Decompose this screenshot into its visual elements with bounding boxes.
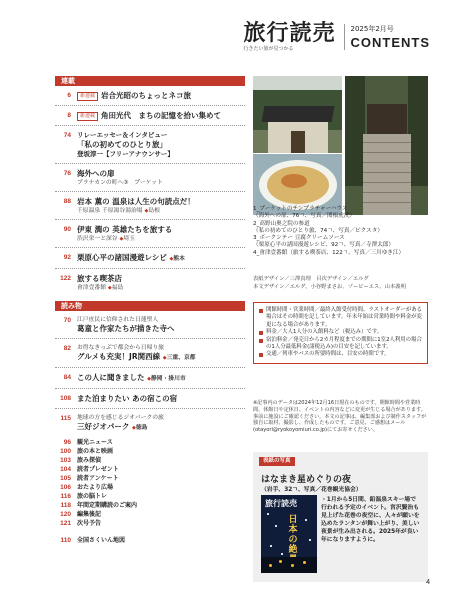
page-number: 76 <box>63 170 71 177</box>
list-item[interactable] <box>55 536 245 545</box>
item-title: 年間定期購読のご案内 <box>77 502 138 509</box>
entry-place: 埼玉 <box>123 236 135 242</box>
toc-entry[interactable] <box>55 316 245 334</box>
entry-title: 海外への扉 <box>77 169 115 178</box>
caption-line: 4_會津壹番館（旅する喫茶店、122ㄱ、写真／三川ゆき江） <box>253 249 405 256</box>
list-item[interactable] <box>55 492 245 501</box>
toc-entry[interactable] <box>55 344 245 363</box>
page-number: 121 <box>60 520 71 527</box>
entry-title: 「私の初めてのひとり旅」 <box>77 140 167 149</box>
page-number: 120 <box>60 511 71 518</box>
page-number: 118 <box>60 502 71 509</box>
photo-captions <box>253 206 428 257</box>
page-number: 6 <box>67 92 71 99</box>
location-marker-icon: ◆ <box>147 376 151 382</box>
page-number: 84 <box>63 374 71 381</box>
divider <box>55 268 245 269</box>
location-marker-icon: ◆ <box>162 355 167 361</box>
page-number: 100 <box>60 448 71 455</box>
divider <box>55 125 245 126</box>
design-credits <box>253 276 428 291</box>
toc-entry[interactable] <box>55 197 245 215</box>
page-number: 74 <box>63 132 71 139</box>
info-item: 宿泊料金／発売日から2カ月程度までの期間に1室2人利用の場合の1人分最低料金(諸税込み)の目安を記しています。 <box>259 337 422 352</box>
info-box <box>253 302 428 364</box>
entry-title: この人に聞きました <box>77 373 145 382</box>
entry-place: 熊本 <box>173 256 185 262</box>
item-title: 読者アンケート <box>77 475 119 482</box>
toc-entry[interactable] <box>55 111 245 121</box>
entry-place: 静岡・掛川市 <box>150 376 186 382</box>
bullet-square-icon <box>259 309 263 313</box>
entry-title: 岩本 薫の 温泉は人生の句読点だ！ <box>77 197 195 206</box>
info-item: 開館時間・営業時間／最終入館受付時間、ラストオーダーがある場合はその時間を記しています。年末年始は営業時間や料金が変更になる場合があります。 <box>259 307 422 329</box>
cover-logo: 旅行読売 <box>265 498 297 508</box>
page-number: 90 <box>63 226 71 233</box>
list-item[interactable] <box>55 456 245 465</box>
entry-title: 岩合光昭のちょっとネコ旅 <box>101 91 192 100</box>
new-badge: 新連載 <box>77 112 98 121</box>
logo: 旅行読売 <box>243 20 336 46</box>
toc-left <box>55 76 245 433</box>
caption-line: 3_ボークンテー 豆腐クリームソース <box>253 235 345 242</box>
note-text: ※記事内のデータは2024年12月16日現在のものです。開館時間や営業時間、休館日や定休日、イベントの内容などに変更が生じる場合があります。事前に施設にご確認ください。本文の記事は、編集部および制作スタッフが独自に取材、撮影し、作成したものです。ご意見、ご感想はメール(otayori@ryokoyomiuri.co.jp)にてお寄せください。 <box>253 400 427 434</box>
page-number: 115 <box>60 415 71 422</box>
item-title: 次号予告 <box>77 520 102 527</box>
tagline: 行きたい旅が見つかる <box>243 46 294 52</box>
cover-headline: 日本の絶 <box>288 515 298 555</box>
caption-line: （栗原心平の諸国漫遊レシピ、92ㄱ、写真／寺澤太郎） <box>253 242 394 249</box>
page-number: 116 <box>60 493 71 500</box>
misc-list <box>55 438 245 545</box>
bullet-square-icon <box>259 339 263 343</box>
credit-line: 本文デザイン／エルグ、小谷野まさお、ゾーピーエス、山本義明 <box>253 283 406 290</box>
caption-line: （私の初めてのひとり旅、74ㄱ、写真／ピクスタ） <box>253 227 383 234</box>
page-number: 106 <box>60 484 71 491</box>
page-number: 82 <box>63 345 71 352</box>
toc-entry[interactable] <box>55 225 245 243</box>
location-marker-icon: ◆ <box>169 256 174 262</box>
caption-line: （海外への扉、76ㄱ、写真／関根虎洸） <box>253 213 356 220</box>
toc-entry[interactable] <box>55 274 245 292</box>
cover-label: 表紙の写真 <box>259 457 295 466</box>
entry-title: 三好ジオパーク <box>77 422 130 431</box>
list-item[interactable] <box>55 474 245 483</box>
list-item[interactable] <box>55 438 245 447</box>
section-heading-serial: 連載 <box>55 76 245 86</box>
toc-entry[interactable] <box>55 414 245 433</box>
entry-title: グルメも充実！JR関西線 <box>77 352 161 361</box>
entry-title: 旅する喫茶店 <box>77 274 122 283</box>
info-item: 料金／大人1人分の入館料など（税込み）です。 <box>259 329 422 336</box>
location-marker-icon: ◆ <box>107 285 112 291</box>
page-number: 8 <box>67 112 71 119</box>
section-heading-reading: 読み物 <box>55 301 245 311</box>
cover-subtitle: （岩手、32ㄱ、写真／花巻観光協会） <box>261 487 362 493</box>
entry-sub: 登坂淳一【フリーアナウンサー】 <box>77 150 174 158</box>
editorial-note <box>253 400 428 434</box>
toc-entry[interactable] <box>55 131 245 159</box>
item-title: 読者プレゼント <box>77 466 119 473</box>
divider <box>55 388 245 389</box>
credit-line: 表紙デザイン／三澤真理 目次デザイン／エルグ <box>253 276 369 282</box>
page-number: 105 <box>60 475 71 482</box>
list-item[interactable] <box>55 465 245 474</box>
item-title: 全国さくいん地図 <box>77 537 126 544</box>
entry-kicker: 地球の方を感じるジオパークの旅 <box>77 415 164 421</box>
list-item[interactable] <box>55 501 245 510</box>
divider <box>55 191 245 192</box>
entry-title: 角田光代 まちの記憶を拾い集めて <box>101 111 222 120</box>
divider <box>55 408 245 409</box>
entry-sub: プラナカンの町へ③ プーケット <box>77 180 163 186</box>
item-title: 旅の脳トレ <box>77 493 108 500</box>
divider <box>55 247 245 248</box>
page-number: 103 <box>60 457 71 464</box>
photo-koyasan-path <box>345 76 428 215</box>
page-number: 104 <box>60 466 71 473</box>
entry-kicker: お得なきっぷで都会から日帰り旅 <box>77 345 164 351</box>
divider <box>55 219 245 220</box>
entry-title: また泊まりたい あの宿この宿 <box>77 394 178 403</box>
item-title: 旅み探偵 <box>77 457 102 464</box>
divider <box>55 367 245 368</box>
list-item[interactable] <box>55 510 245 519</box>
toc-entry[interactable] <box>55 169 245 187</box>
page-number: 108 <box>60 395 71 402</box>
page-number: 92 <box>63 254 71 261</box>
entry-title: 伊東 潤の 英雄たちを旅する <box>77 225 173 234</box>
bullet-square-icon <box>259 353 263 357</box>
divider <box>55 338 245 339</box>
cover-description: ・1月から5日間、鉛温泉スキー場で行われる予定のイベント。宮沢賢治も見上げた花巻の夜空に、人々が願いを込めたランタンが舞い上がり、美しい夜景が生み出される。2025年が良い年になりますように。 <box>321 497 420 543</box>
caption-line: 1_プーケットのチンプラチャーハウス <box>253 206 348 212</box>
location-marker-icon: ◆ <box>144 208 149 214</box>
entry-title: 栗原心平の諸国漫遊レシピ <box>77 253 167 262</box>
toc-entry[interactable] <box>55 253 245 264</box>
masthead <box>243 22 430 52</box>
entry-title: 葛童と作家たちが描きた寺へ <box>77 324 175 333</box>
logo-block <box>243 22 335 52</box>
location-marker-icon: ◆ <box>119 236 124 242</box>
divider <box>55 163 245 164</box>
entry-place: 徳島 <box>135 425 148 431</box>
page-number-footer: 4 <box>426 579 430 586</box>
page-number: 70 <box>63 317 71 324</box>
page-number: 122 <box>60 275 71 282</box>
list-item[interactable] <box>55 519 245 528</box>
caption-line: 2_高野山奥之院の参道 <box>253 220 310 227</box>
entry-place: 島根 <box>148 208 160 214</box>
item-title: 観光ニュース <box>77 439 113 446</box>
cover-thumbnail <box>261 495 317 573</box>
issue-date: 2025年2月号 <box>350 25 394 33</box>
entry-sub: 千原温泉 千原湯谷湯治場 <box>77 208 143 214</box>
entry-kicker: リレーエッセー＆インタビュー <box>77 131 168 139</box>
divider <box>55 105 245 106</box>
issue-block <box>344 24 431 50</box>
page-number: 88 <box>63 198 71 205</box>
location-marker-icon: ◆ <box>131 425 136 431</box>
entry-sub: 會津壹番館 <box>77 285 106 291</box>
list-item[interactable] <box>55 447 245 456</box>
item-title: おたより広場 <box>77 484 114 491</box>
item-title: 旅の本と映画 <box>77 448 114 455</box>
cover-photo-box <box>253 452 428 582</box>
entry-place: 三重、京都 <box>166 355 196 361</box>
contents-heading: CONTENTS <box>350 35 430 50</box>
page-number: 96 <box>63 439 71 446</box>
entry-sub: 渋沢栄一と深谷 <box>77 236 118 242</box>
info-item: 交通／列車やバスの所要時間は、目安の時間です。 <box>259 351 422 358</box>
toc-entry[interactable] <box>55 373 245 384</box>
item-title: 編集後記 <box>77 511 102 518</box>
toc-entry[interactable] <box>55 394 245 404</box>
list-item[interactable] <box>55 483 245 492</box>
toc-entry[interactable] <box>55 91 245 101</box>
page-number: 110 <box>60 537 71 544</box>
new-badge: 新連載 <box>77 92 98 101</box>
bullet-square-icon <box>259 331 263 335</box>
entry-place: 福島 <box>111 285 124 291</box>
cover-title: はなまき星めぐりの夜 <box>261 475 352 485</box>
entry-kicker: 江戸庶民に信仰された日蓮聖人 <box>77 317 159 323</box>
